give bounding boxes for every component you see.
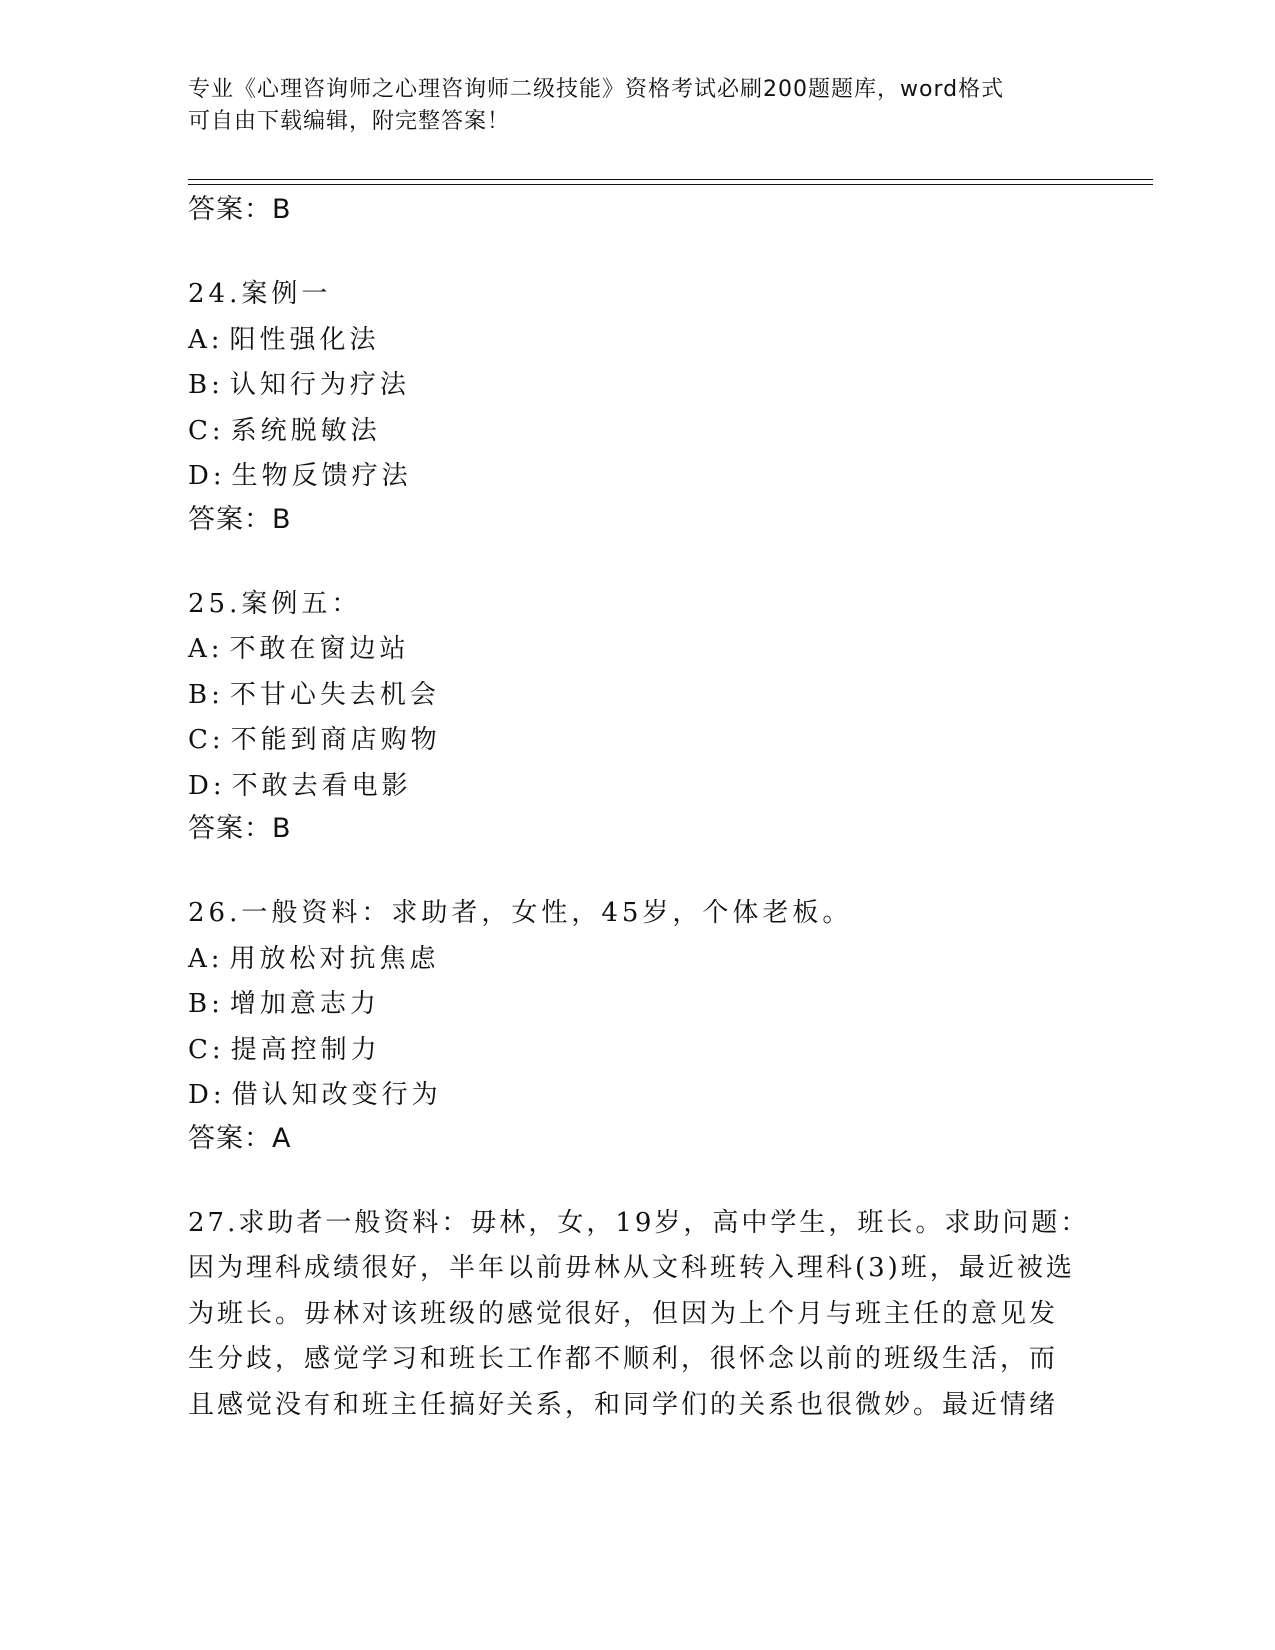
question-26-option-b: [188, 982, 1088, 1028]
option-text: 阳性强化法: [229, 324, 380, 355]
question-24-option-d: [188, 454, 1088, 500]
question-27-line-4: 生分歧，感觉学习和班长工作都不顺利，很怀念以前的班级生活，而: [188, 1344, 1059, 1374]
question-27-line-2: 因为理科成绩很好，半年以前毋林从文科班转入理科(3)班，最近被选: [188, 1253, 1075, 1283]
option-label: C:: [188, 1034, 225, 1065]
question-25-option-d: [188, 764, 1088, 810]
question-25-title: 25.案例五：: [188, 588, 362, 619]
option-label: B:: [188, 370, 224, 400]
header-rule-top: [188, 179, 1153, 180]
question-26-option-d: [188, 1073, 1088, 1119]
answer-24: 答案：B: [188, 503, 292, 535]
question-24-option-b: [188, 363, 1088, 409]
option-label: C:: [188, 725, 225, 755]
option-text: 提高控制力: [230, 1034, 381, 1065]
option-label: B:: [188, 989, 224, 1019]
question-25-option-c: [188, 718, 1088, 764]
option-text: 不敢在窗边站: [229, 634, 410, 664]
option-text: 不甘心失去机会: [229, 679, 440, 710]
option-text: 系统脱敏法: [230, 415, 381, 446]
question-25-option-a: [188, 627, 1088, 673]
option-label: A:: [188, 324, 224, 355]
question-27: [188, 1201, 1088, 1429]
option-text: 不敢去看电影: [231, 770, 412, 801]
question-26: [188, 891, 1088, 1159]
option-label: D:: [188, 1080, 226, 1110]
document-header: [188, 74, 1068, 138]
option-label: D:: [188, 770, 226, 801]
header-line-1: 专业《心理咨询师之心理咨询师二级技能》资格考试必刷200题题库，word格式: [188, 77, 1005, 102]
option-label: A:: [188, 943, 224, 974]
question-27-line-3: 为班长。毋林对该班级的感觉很好，但因为上个月与班主任的意见发: [188, 1298, 1059, 1329]
answer-23: 答案：B: [188, 194, 292, 225]
option-text: 借认知改变行为: [231, 1080, 442, 1110]
option-label: A:: [188, 634, 224, 664]
option-label: C:: [188, 415, 225, 446]
option-text: 用放松对抗焦虑: [229, 943, 440, 974]
question-26-option-c: [188, 1028, 1088, 1074]
answer-26: 答案：A: [188, 1122, 292, 1154]
question-27-line-1: 27.求助者一般资料：毋林，女，19岁，高中学生，班长。求助问题：: [188, 1207, 1090, 1238]
option-text: 认知行为疗法: [229, 370, 410, 400]
question-24-option-a: [188, 318, 1088, 364]
answer-25: 答案：B: [188, 813, 292, 844]
question-25: [188, 582, 1088, 850]
question-26-title: 26.一般资料：求助者，女性，45岁，个体老板。: [188, 898, 853, 928]
option-text: 不能到商店购物: [230, 725, 441, 755]
question-25-option-b: [188, 673, 1088, 719]
question-24: [188, 272, 1088, 540]
option-text: 增加意志力: [229, 989, 380, 1019]
header-rule-bottom: [188, 184, 1153, 185]
option-label: B:: [188, 679, 224, 710]
question-27-line-5: 且感觉没有和班主任搞好关系，和同学们的关系也很微妙。最近情绪: [188, 1389, 1059, 1420]
question-26-option-a: [188, 937, 1088, 983]
document-body: [188, 190, 1088, 1428]
question-24-title: 24.案例一: [188, 279, 332, 309]
option-text: 生物反馈疗法: [231, 461, 412, 491]
header-line-2: 可自由下载编辑，附完整答案！: [188, 109, 511, 134]
question-24-option-c: [188, 409, 1088, 455]
option-label: D:: [188, 461, 226, 491]
